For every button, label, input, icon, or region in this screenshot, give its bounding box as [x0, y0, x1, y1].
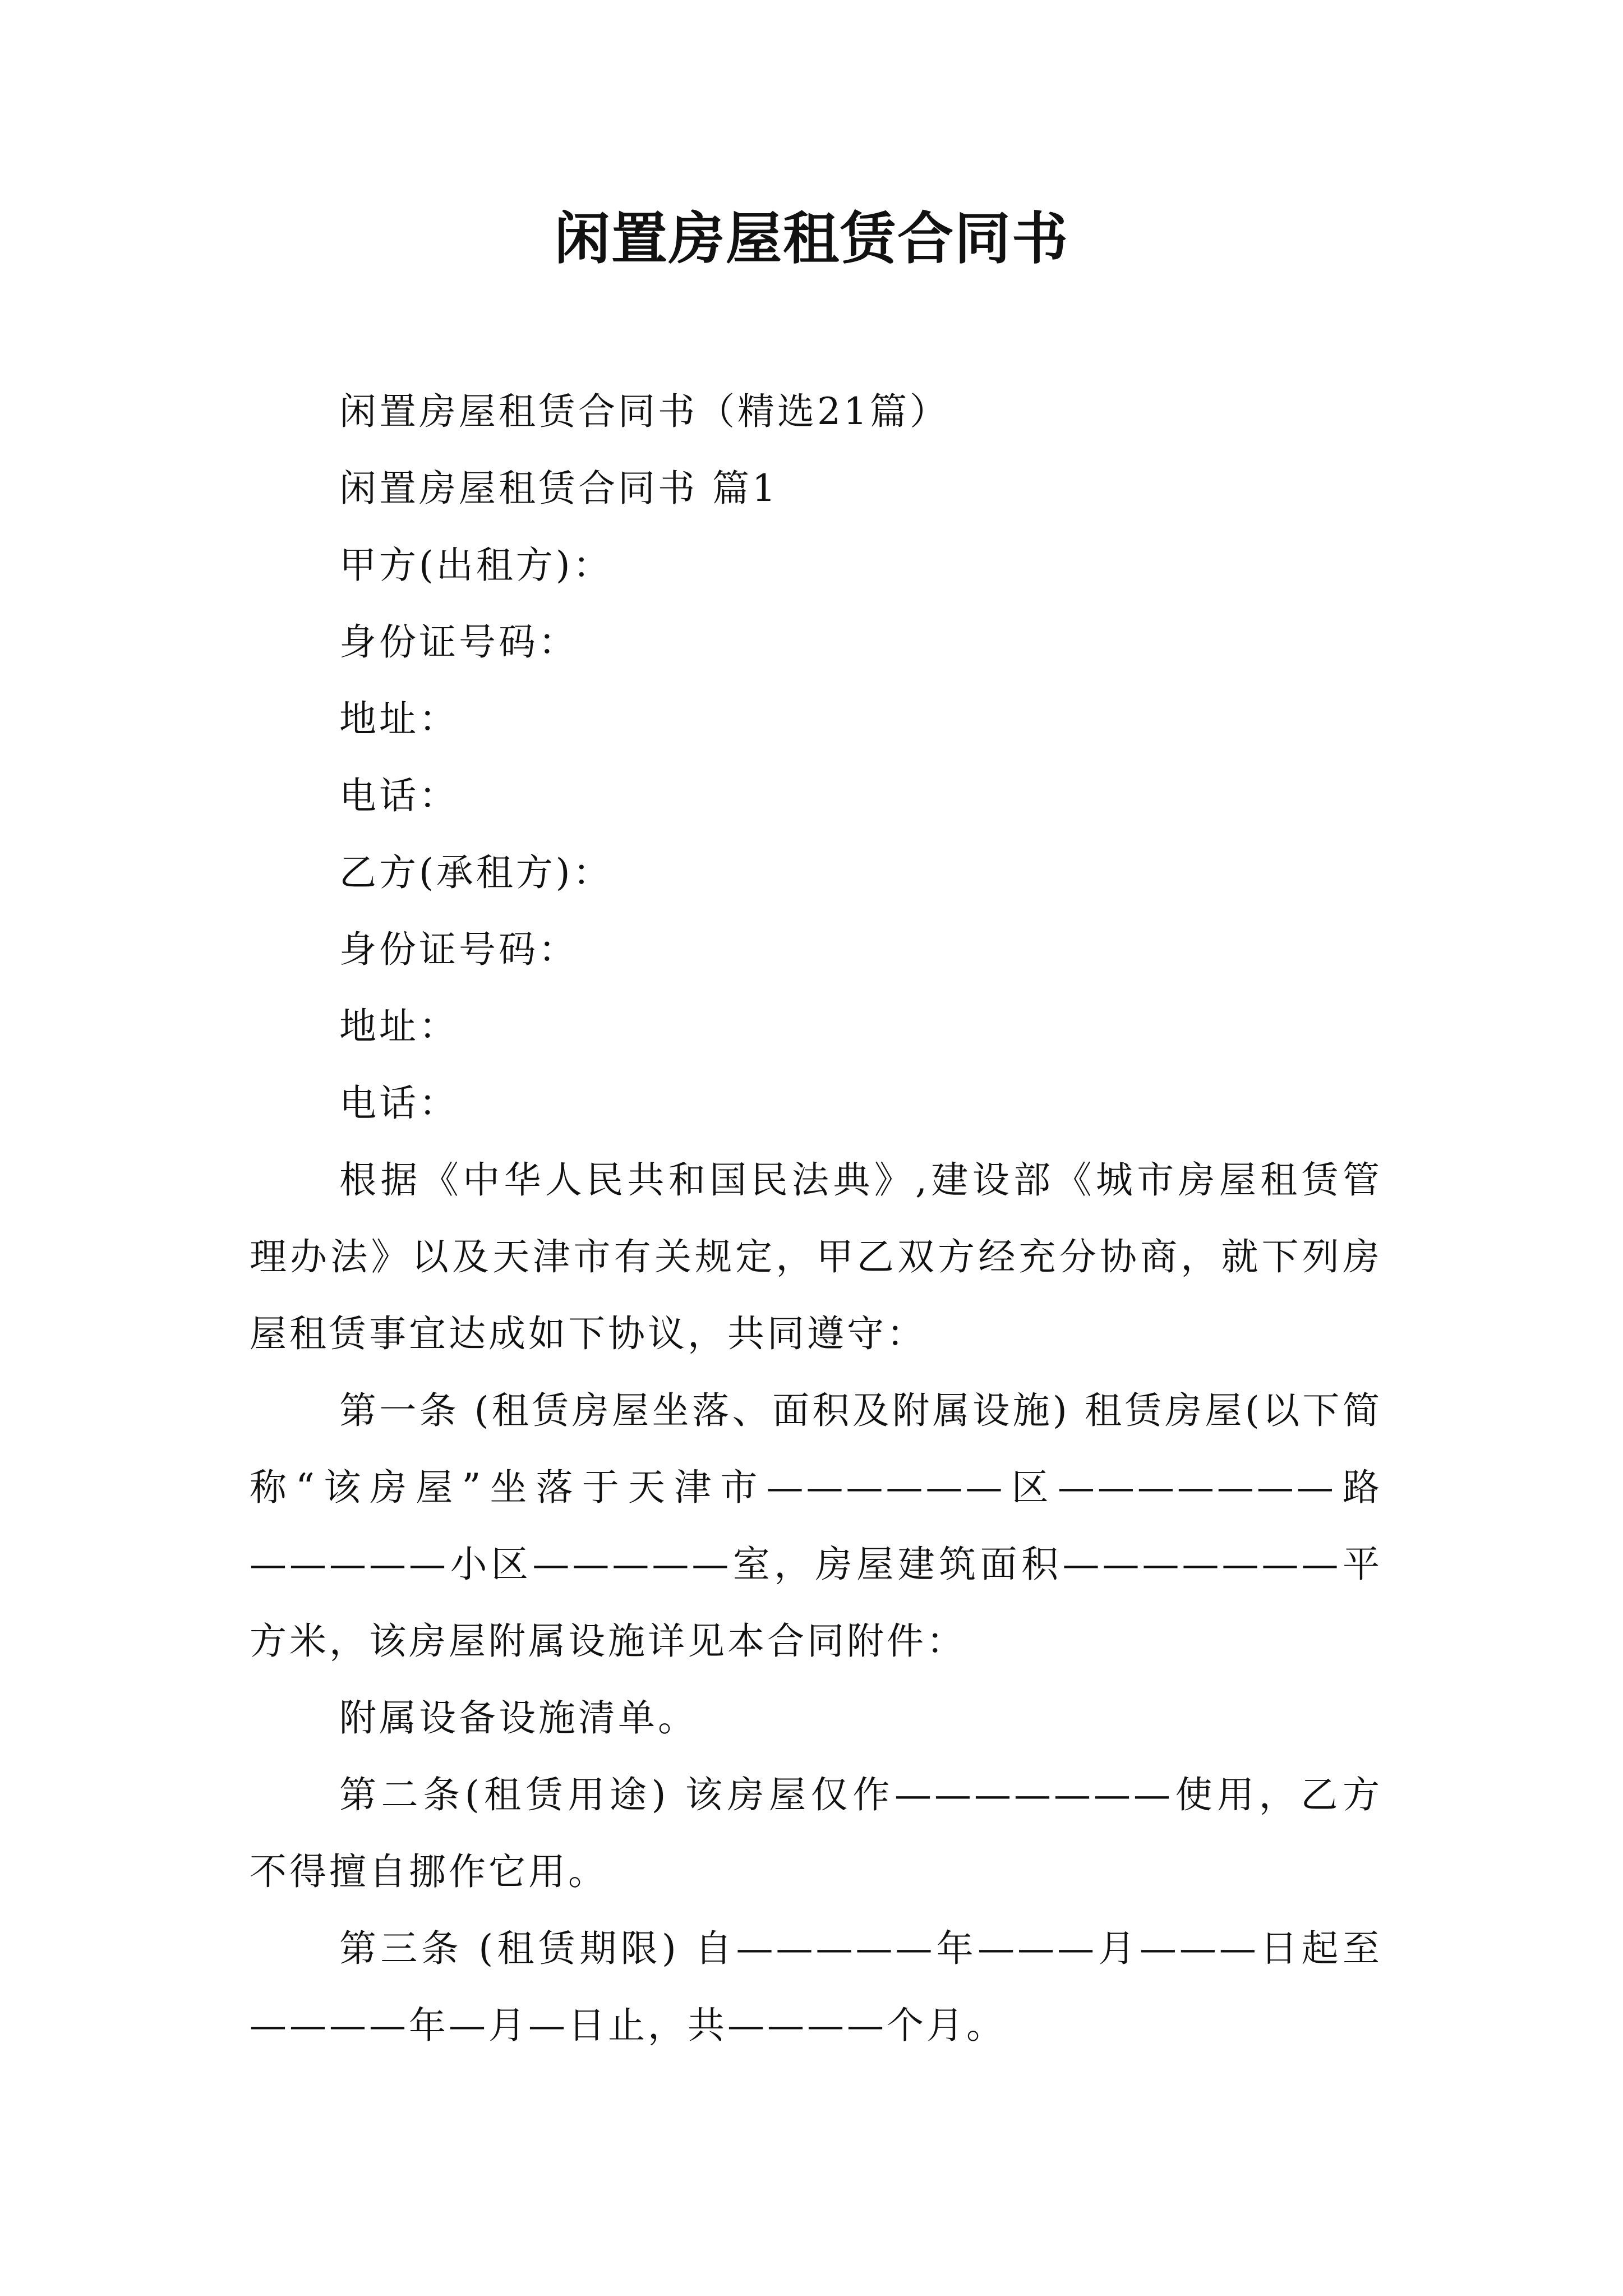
- paragraph-party-b-phone: 电话：: [339, 1082, 459, 1125]
- document-body: [250, 373, 1382, 2064]
- paragraph-party-a: 甲方(出租方)：: [339, 544, 613, 587]
- document-title: 闲置房屋租赁合同书: [554, 205, 1069, 272]
- paragraph-party-b-id: 身份证号码：: [339, 928, 578, 971]
- paragraph-facilities-list: 附属设备设施清单。: [339, 1696, 698, 1740]
- paragraph-party-b: 乙方(承租方)：: [339, 851, 613, 894]
- paragraph-legal-basis: 根据《中华人民共和国民法典》,建设部《城市房屋租赁管理办法》以及天津市有关规定，甲乙双方经充分协商，就下列房屋租赁事宜达成如下协议，共同遵守：: [250, 1158, 1382, 1355]
- paragraph-party-b-address: 地址：: [339, 1005, 459, 1048]
- paragraph-article-1: 第一条 (租赁房屋坐落、面积及附属设施) 租赁房屋(以下简称“该房屋”坐落于天津市——————区———————路—————小区—————室，房屋建筑面积———————平方米，该房屋附属设施详见本合同附件：: [250, 1389, 1382, 1663]
- paragraph-party-a-address: 地址：: [339, 697, 459, 740]
- paragraph-collection-heading: 闲置房屋租赁合同书（精选21篇）: [339, 390, 949, 433]
- paragraph-party-a-id: 身份证号码：: [339, 620, 578, 664]
- paragraph-article-heading: 闲置房屋租赁合同书 篇1: [339, 467, 778, 510]
- paragraph-article-3: 第三条 (租赁期限) 自—————年———月———日起至————年—月—日止，共————个月。: [250, 1927, 1382, 2047]
- paragraph-party-a-phone: 电话：: [339, 774, 459, 817]
- paragraph-article-2: 第二条(租赁用途) 该房屋仅作———————使用，乙方不得擅自挪作它用。: [250, 1773, 1382, 1893]
